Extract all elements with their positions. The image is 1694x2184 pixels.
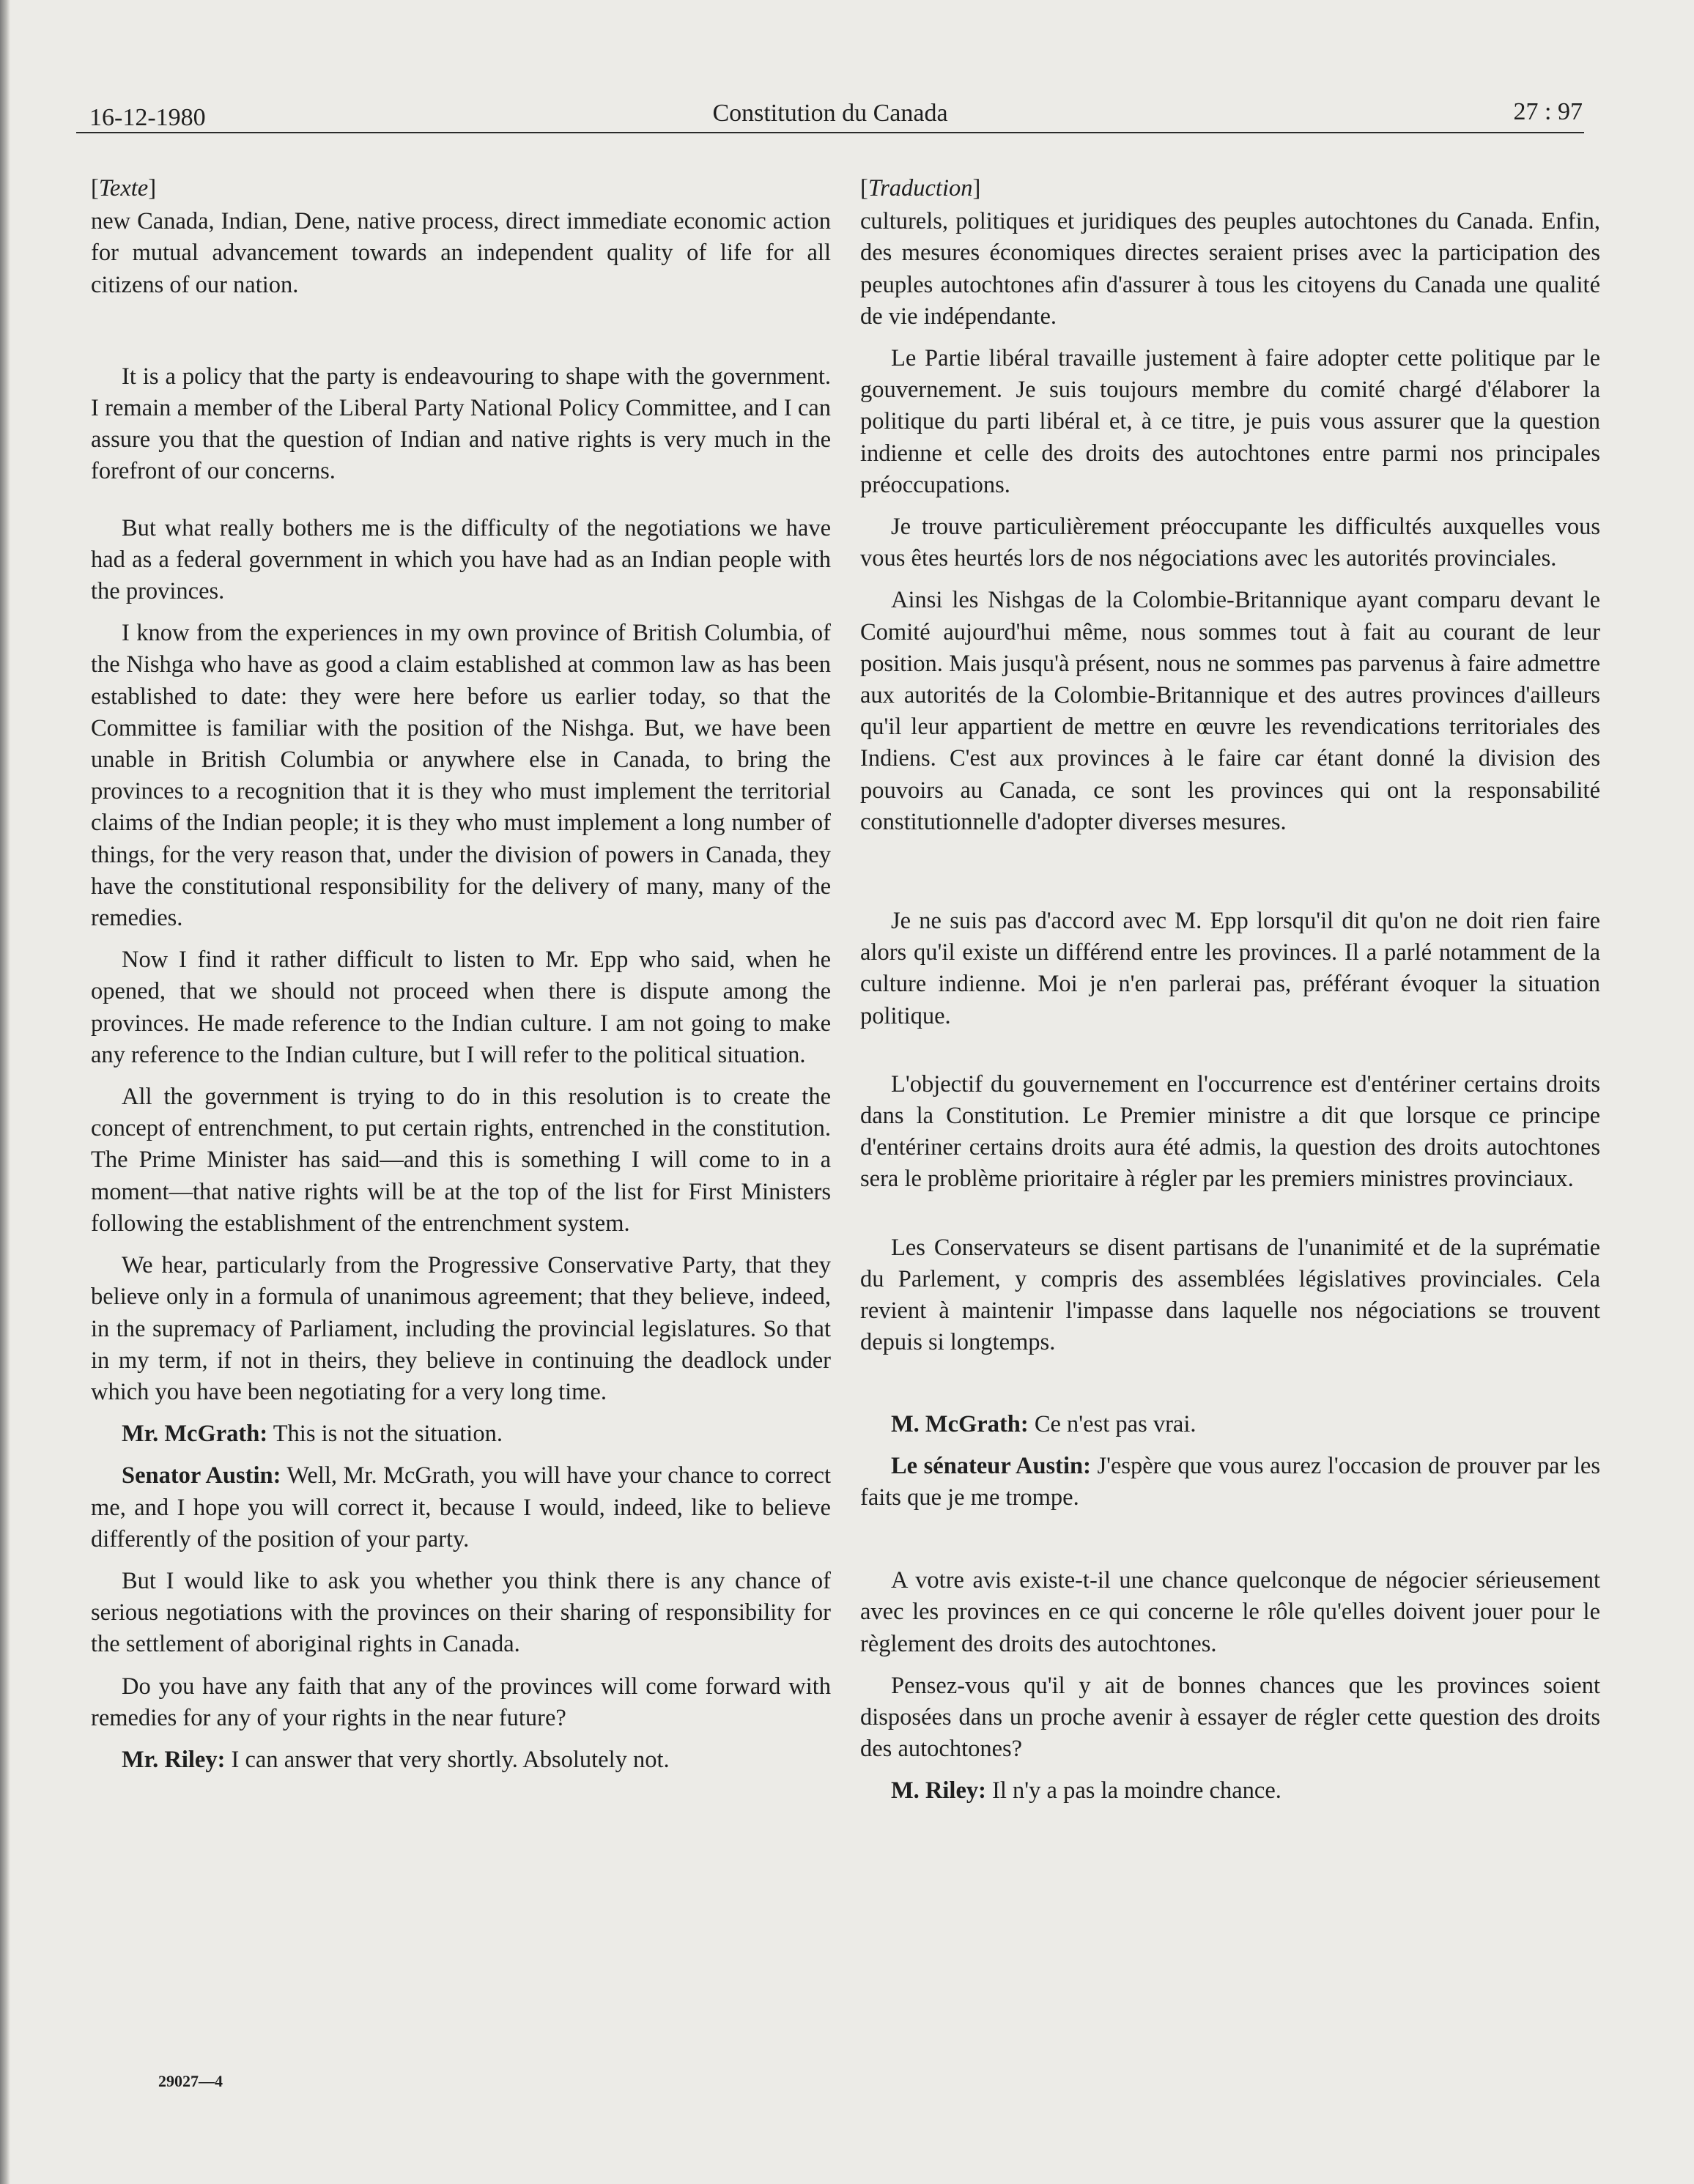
speaker-paragraph: Mr. Riley: I can answer that very shortly. Absolutely not. — [122, 1746, 670, 1773]
paragraph: Now I find it rather difficult to listen to Mr. Epp who said, when he opened, that we should not proceed when there is dispute among the provinces. He made reference to the Indian culture. I am not going to make any reference to the Indian culture, but I will refer to the political situation. — [91, 947, 831, 1068]
speaker-name: M. Riley: — [891, 1777, 986, 1804]
paragraph: Les Conservateurs se disent partisans de l'unanimité et de la suprématie du Parlement, y compris des assemblées législatives provinciales. Cela revient à maintenir l'impasse dans laquelle nos négociations se trouvent depuis si longtemps. — [860, 1234, 1600, 1356]
header-page-number: 27 : 97 — [1513, 98, 1583, 125]
section-label: [Texte] — [91, 175, 157, 201]
right-column-french — [860, 173, 1600, 1818]
header-date: 16-12-1980 — [89, 104, 206, 131]
spacer — [860, 1369, 1600, 1409]
paragraph: All the government is trying to do in this resolution is to create the concept of entrenchment, to put certain rights, entrenched in the constitution. The Prime Minister has said—and this is something I will come to in a moment—that native rights will be at the top of the list for First Ministers following the establishment of the entrenchment system. — [91, 1084, 831, 1237]
paragraph: I know from the experiences in my own province of British Columbia, of the Nishga who have as good a claim established at common law as has been established to date: they were here before us earlier today, so that the Committee is familiar with the position of the Nishga. But, we have been unable in British Columbia or anywhere else in Canada, to bring the provinces to a recognition that it is they who must implement the territorial claims of the Indian people; it is they who must implement a long number of things, for the very reason that, under the division of powers in Canada, they have the constitutional responsibility for the delivery of many, many of the remedies. — [91, 620, 831, 932]
speaker-name: Mr. McGrath: — [122, 1421, 268, 1448]
paragraph: Do you have any faith that any of the provinces will come forward with remedies for any of your rights in the near future? — [91, 1673, 831, 1731]
paragraph: Le Partie libéral travaille justement à faire adopter cette politique par le gouvernement. Je suis toujours membre du comité chargé d'élaborer la politique du parti libéral et, à ce titre, je puis vous assurer que la question indienne et celle des droits des autochtones entre parmi nos principales préoccupations. — [860, 345, 1600, 498]
section-label: [Traduction] — [860, 175, 981, 201]
speaker-name: M. McGrath: — [891, 1410, 1029, 1437]
paragraph: new Canada, Indian, Dene, native process, direct immediate economic action for mutual advancement towards an independent quality of life for all citizens of our nation. — [91, 208, 831, 298]
speaker-name: Senator Austin: — [122, 1462, 281, 1489]
speaker-paragraph: Le sénateur Austin: J'espère que vous aurez l'occasion de prouver par les faits que je me trompe. — [860, 1452, 1600, 1511]
footer-code: 29027—4 — [158, 2072, 223, 2090]
paragraph: But what really bothers me is the difficulty of the negotiations we have had as a federal government in which you have had as an Indian people with the provinces. — [91, 514, 831, 605]
paragraph: A votre avis existe-t-il une chance quelconque de négocier sérieusement avec les provinces en ce qui concerne le rôle qu'elles doivent jouer pour le règlement des droits des autochtones. — [860, 1567, 1600, 1657]
speaker-paragraph: M. Riley: Il n'y a pas la moindre chance. — [891, 1777, 1281, 1804]
spacer — [91, 311, 831, 361]
paragraph: Ainsi les Nishgas de la Colombie-Britannique ayant comparu devant le Comité aujourd'hui même, nous sommes tout à fait au courant de leur position. Mais jusqu'à présent, nous ne sommes pas parvenus à faire admettre aux autorités de la Colombie-Britannique et des autres provinces d'ailleurs qu'il leur appartient de mettre en œuvre les revendications territoriales des Indiens. C'est aux provinces à le faire car étant donné la division des pouvoirs au Canada, ce sont les provinces qui ont la responsabilité constitutionnelle d'adopter diverses mesures. — [860, 587, 1600, 835]
spacer — [860, 1043, 1600, 1069]
page-header — [76, 95, 1584, 133]
left-column-english — [91, 173, 831, 1786]
paragraph: Je ne suis pas d'accord avec M. Epp lorsqu'il dit qu'on ne doit rien faire alors qu'il existe un différend entre les provinces. Il a parlé notamment de la culture indienne. Moi je n'en parlerai pas, préférant évoquer la situation politique. — [860, 908, 1600, 1029]
paragraph: L'objectif du gouvernement en l'occurrence est d'entériner certains droits dans la Constitution. Le Premier ministre a dit que lorsque ce principe d'entériner certains droits aura été admis, la question des droits autochtones sera le problème prioritaire à régler par les premiers ministres provinciaux. — [860, 1070, 1600, 1193]
paragraph: It is a policy that the party is endeavouring to shape with the government. I remain a member of the Liberal Party National Policy Committee, and I can assure you that the question of Indian and native rights is very much in the forefront of our concerns. — [91, 363, 831, 485]
spacer — [91, 498, 831, 513]
paragraph: Je trouve particulièrement préoccupante les difficultés auxquelles vous vous êtes heurtés lors de nos négociations avec les autorités provinciales. — [860, 514, 1600, 572]
paragraph: culturels, politiques et juridiques des peuples autochtones du Canada. Enfin, des mesures économiques directes seraient prises avec la participation des peuples autochtones afin d'assurer à tous les citoyens du Canada une qualité de vie indépendante. — [860, 208, 1600, 330]
header-title: Constitution du Canada — [712, 100, 948, 127]
speaker-paragraph: Mr. McGrath: This is not the situation. — [122, 1421, 503, 1448]
paragraph: We hear, particularly from the Progressive Conservative Party, that they believe only in a formula of unanimous agreement; that they believe, indeed, in the supremacy of Parliament, including the provincial legislatures. So that in my term, if not in theirs, they believe in continuing the deadlock under which you have been negotiating for a very long time. — [91, 1252, 831, 1405]
spacer — [860, 848, 1600, 906]
speaker-name: Le sénateur Austin: — [891, 1452, 1091, 1479]
spacer — [860, 1206, 1600, 1232]
paragraph: Pensez-vous qu'il y ait de bonnes chances que les provinces soient disposées dans un proche avenir à essayer de régler cette question des droits des autochtones? — [860, 1672, 1600, 1763]
spacer — [860, 1524, 1600, 1565]
page-binding-edge — [0, 0, 10, 2184]
paragraph: But I would like to ask you whether you think there is any chance of serious negotiations with the provinces on their sharing of responsibility for the settlement of aboriginal rights in Canada. — [91, 1567, 831, 1658]
speaker-paragraph: Senator Austin: Well, Mr. McGrath, you will have your chance to correct me, and I hope you will correct it, because I would, indeed, like to believe differently of the position of your party. — [91, 1462, 831, 1552]
speaker-paragraph: M. McGrath: Ce n'est pas vrai. — [891, 1410, 1196, 1437]
speaker-name: Mr. Riley: — [122, 1746, 226, 1773]
